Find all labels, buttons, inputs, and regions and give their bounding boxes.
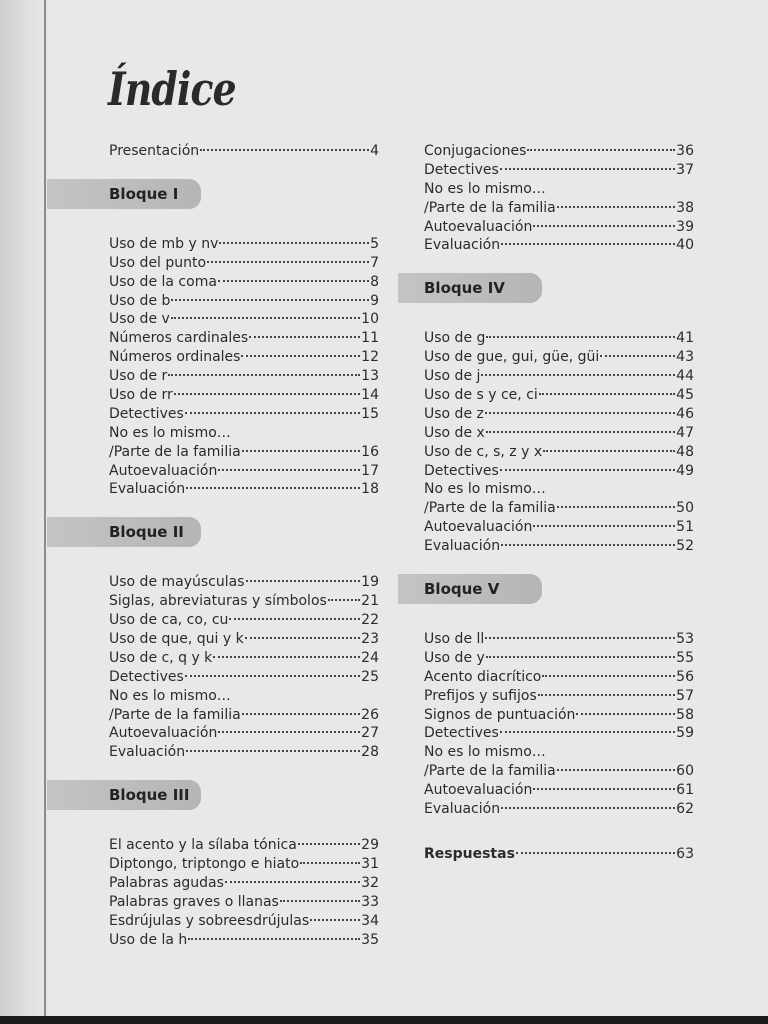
toc-entry	[109, 874, 379, 893]
toc-entry	[109, 443, 379, 462]
toc-entry	[424, 762, 694, 781]
toc-entry-title: Uso de la coma	[109, 273, 217, 290]
toc-entry-page: 23	[361, 631, 379, 648]
toc-entry-title: Números ordinales	[109, 349, 241, 366]
dot-leader	[527, 149, 675, 151]
toc-entry-page: 55	[676, 649, 694, 666]
toc-entry-title: No es lo mismo…	[424, 744, 546, 761]
toc-entry	[109, 592, 379, 611]
toc-entry-page: 21	[361, 593, 379, 610]
dot-leader	[500, 731, 675, 733]
dot-leader	[241, 355, 360, 357]
dot-leader	[185, 412, 360, 414]
toc-entry-page: 35	[361, 931, 379, 948]
toc-entry-title: Detectives	[109, 405, 184, 422]
toc-entry-page: 26	[361, 706, 379, 723]
toc-entry-title: /Parte de la familia	[109, 443, 241, 460]
toc-entry	[109, 329, 379, 348]
toc-entry	[424, 142, 694, 161]
toc-left-column	[109, 142, 379, 950]
toc-entry-title: Acento diacrítico	[424, 668, 542, 685]
block-heading-tab: Bloque I	[47, 179, 201, 209]
toc-entry-title: /Parte de la familia	[424, 763, 556, 780]
toc-entry-title: Presentación	[109, 143, 200, 159]
toc-entry-page: 14	[361, 387, 379, 404]
toc-entry-title: Uso de ca, co, cu	[109, 612, 229, 629]
toc-entry-page: 15	[361, 405, 379, 422]
toc-entry-title: No es lo mismo…	[109, 687, 231, 704]
spacer	[424, 255, 694, 273]
toc-entry-title: /Parte de la familia	[109, 706, 241, 723]
dot-leader	[481, 374, 675, 376]
toc-entry-title: Uso de s y ce, ci	[424, 387, 538, 404]
spacer	[109, 209, 379, 235]
page-gutter-shadow	[0, 0, 48, 1024]
spacer	[109, 810, 379, 836]
toc-entry-title: Uso de que, qui y k	[109, 631, 244, 648]
toc-entry-page: 40	[676, 237, 694, 254]
toc-entry-title: El acento y la sílaba tónica	[109, 837, 297, 854]
dot-leader	[501, 544, 675, 546]
toc-entry-title: No es lo mismo…	[424, 481, 546, 498]
toc-entry-page: 25	[361, 668, 379, 685]
toc-entry-title: Respuestas	[424, 845, 515, 862]
toc-entry-title: Uso de ll	[424, 631, 485, 648]
toc-entry-title: Uso de b	[109, 292, 171, 309]
toc-entry	[109, 724, 379, 743]
toc-entry	[424, 687, 694, 706]
dot-leader	[310, 919, 360, 921]
toc-entry-title: No es lo mismo…	[109, 424, 231, 441]
toc-entry-page: 27	[361, 725, 379, 742]
toc-entry-page: 36	[676, 143, 694, 159]
toc-entry-title: Detectives	[424, 725, 499, 742]
toc-entry-page: 32	[361, 875, 379, 892]
toc-entry-page: 44	[676, 368, 694, 385]
toc-entry-page: 39	[676, 218, 694, 235]
toc-entry	[424, 199, 694, 218]
toc-entry-page: 60	[676, 763, 694, 780]
dot-leader	[218, 469, 360, 471]
toc-entry-page: 29	[361, 837, 379, 854]
spacer	[424, 303, 694, 329]
dot-leader	[200, 149, 369, 151]
toc-entry-title: Autoevaluación	[109, 725, 218, 742]
dot-leader	[328, 599, 360, 601]
block-heading-tab: Bloque IV	[398, 273, 542, 303]
toc-entry-title: Uso de la h	[109, 931, 188, 948]
toc-entry	[424, 800, 694, 819]
dot-leader	[300, 862, 360, 864]
toc-entry-page: 10	[361, 311, 379, 328]
spacer	[109, 499, 379, 517]
toc-entry	[109, 386, 379, 405]
dot-leader	[171, 299, 369, 301]
dot-leader	[501, 243, 675, 245]
dot-leader	[486, 656, 675, 658]
dot-leader	[174, 393, 360, 395]
toc-entry-page: 34	[361, 912, 379, 929]
toc-entry-page: 28	[361, 744, 379, 761]
spacer	[109, 547, 379, 573]
dot-leader	[576, 713, 675, 715]
dot-leader	[245, 637, 360, 639]
page-edge	[44, 0, 46, 1024]
spacer	[424, 556, 694, 574]
dot-leader	[186, 487, 360, 489]
toc-entry	[424, 405, 694, 424]
toc-entry-page: 58	[676, 706, 694, 723]
dot-leader	[218, 280, 369, 282]
toc-entry	[109, 706, 379, 725]
toc-entry-title: Diptongo, triptongo e hiato	[109, 856, 300, 873]
toc-entry-title: Uso del punto	[109, 254, 207, 271]
spacer	[109, 161, 379, 179]
dot-leader	[171, 317, 360, 319]
toc-entry	[109, 424, 379, 443]
toc-entry-title: Uso de c, q y k	[109, 649, 213, 666]
toc-entry-title: Siglas, abreviaturas y símbolos	[109, 593, 327, 610]
toc-entry-page: 48	[676, 443, 694, 460]
toc-entry-page: 45	[676, 387, 694, 404]
toc-entry-page: 5	[370, 235, 379, 252]
dot-leader	[185, 675, 360, 677]
dot-leader	[213, 656, 360, 658]
toc-entry-title: Uso de rr	[109, 387, 173, 404]
toc-entry-page: 57	[676, 687, 694, 704]
toc-entry-title: Prefijos y sufijos	[424, 687, 537, 704]
dot-leader	[225, 881, 360, 883]
toc-entry	[109, 348, 379, 367]
dot-leader	[516, 852, 675, 854]
toc-entry-page: 53	[676, 631, 694, 648]
toc-entry	[109, 855, 379, 874]
toc-entry-title: Evaluación	[109, 481, 186, 498]
toc-entry	[109, 611, 379, 630]
dot-leader	[188, 938, 360, 940]
dot-leader	[229, 618, 360, 620]
toc-entry	[424, 348, 694, 367]
toc-entry-title: Evaluación	[424, 237, 501, 254]
dot-leader	[542, 675, 675, 677]
toc-entry	[109, 893, 379, 912]
toc-entry-page: 37	[676, 161, 694, 178]
toc-entry-title: Evaluación	[424, 801, 501, 818]
toc-entry-title: Uso de z	[424, 405, 484, 422]
toc-entry	[424, 649, 694, 668]
toc-entry	[424, 367, 694, 386]
toc-entry-page: 38	[676, 199, 694, 216]
toc-entry-title: /Parte de la familia	[424, 500, 556, 517]
toc-entry	[424, 480, 694, 499]
toc-entry	[424, 630, 694, 649]
toc-entry-page: 63	[676, 845, 694, 862]
toc-entry-page: 8	[370, 273, 379, 290]
toc-entry-title: Palabras graves o llanas	[109, 893, 279, 910]
toc-entry-page: 4	[370, 143, 379, 159]
toc-entry-page: 22	[361, 612, 379, 629]
toc-entry	[424, 724, 694, 743]
dot-leader	[533, 225, 675, 227]
toc-entry	[109, 310, 379, 329]
toc-entry-title: Evaluación	[109, 744, 186, 761]
spacer	[424, 819, 694, 845]
toc-entry-page: 59	[676, 725, 694, 742]
dot-leader	[600, 355, 675, 357]
toc-entry-title: Uso de x	[424, 424, 485, 441]
toc-entry	[424, 781, 694, 800]
toc-entry	[424, 161, 694, 180]
toc-entry	[109, 573, 379, 592]
toc-entry-page: 62	[676, 801, 694, 818]
toc-entry-title: Uso de v	[109, 311, 170, 328]
toc-entry	[424, 180, 694, 199]
dot-leader	[538, 694, 675, 696]
toc-entry	[424, 518, 694, 537]
toc-entry-page: 12	[361, 349, 379, 366]
toc-right-column	[424, 142, 694, 864]
toc-entry-title: No es lo mismo…	[424, 180, 546, 197]
toc-entry-title: Uso de c, s, z y x	[424, 443, 543, 460]
toc-entry-page: 31	[361, 856, 379, 873]
toc-entry-title: Signos de puntuación	[424, 706, 576, 723]
dot-leader	[500, 469, 675, 471]
toc-entry	[424, 743, 694, 762]
toc-entry	[109, 931, 379, 950]
toc-entry	[424, 424, 694, 443]
toc-entry	[109, 367, 379, 386]
dot-leader	[242, 713, 360, 715]
dot-leader	[186, 750, 360, 752]
toc-entry-title: Autoevaluación	[424, 218, 533, 235]
dot-leader	[485, 637, 675, 639]
toc-entry-title: Autoevaluación	[424, 519, 533, 536]
toc-entry	[424, 218, 694, 237]
dot-leader	[207, 261, 369, 263]
spacer	[109, 762, 379, 780]
scan-bottom-edge	[0, 1016, 768, 1024]
toc-entry-title: Detectives	[109, 668, 184, 685]
toc-entry	[424, 386, 694, 405]
toc-entry	[424, 537, 694, 556]
toc-entry-title: Uso de mayúsculas	[109, 574, 245, 591]
toc-entry-page: 51	[676, 519, 694, 536]
toc-entry	[424, 443, 694, 462]
dot-leader	[557, 506, 675, 508]
toc-entry-page: 19	[361, 574, 379, 591]
toc-entry-page: 18	[361, 481, 379, 498]
toc-entry	[424, 706, 694, 725]
dot-leader	[501, 807, 675, 809]
toc-entry-page: 11	[361, 330, 379, 347]
dot-leader	[298, 843, 360, 845]
dot-leader	[168, 374, 360, 376]
toc-entry-title: Autoevaluación	[424, 782, 533, 799]
dot-leader	[486, 336, 675, 338]
toc-entry	[109, 480, 379, 499]
toc-entry	[424, 845, 694, 864]
toc-entry-title: Palabras agudas	[109, 875, 224, 892]
toc-entry-title: Números cardinales	[109, 330, 249, 347]
toc-entry-page: 17	[361, 462, 379, 479]
toc-entry	[424, 329, 694, 348]
dot-leader	[485, 412, 675, 414]
spacer	[424, 604, 694, 630]
toc-entry-title: Uso de gue, gui, güe, güi	[424, 349, 600, 366]
dot-leader	[246, 580, 361, 582]
toc-entry-page: 46	[676, 405, 694, 422]
dot-leader	[533, 788, 675, 790]
toc-entry-page: 41	[676, 330, 694, 347]
dot-leader	[280, 900, 360, 902]
dot-leader	[242, 450, 360, 452]
toc-entry	[109, 630, 379, 649]
toc-entry	[109, 142, 379, 161]
toc-entry	[109, 743, 379, 762]
toc-entry-page: 52	[676, 538, 694, 555]
toc-entry	[109, 836, 379, 855]
toc-entry	[109, 405, 379, 424]
toc-entry	[109, 235, 379, 254]
toc-entry-title: Esdrújulas y sobreesdrújulas	[109, 912, 310, 929]
dot-leader	[500, 168, 675, 170]
dot-leader	[557, 769, 675, 771]
dot-leader	[533, 525, 675, 527]
toc-entry	[109, 668, 379, 687]
dot-leader	[539, 393, 675, 395]
block-heading-tab: Bloque V	[398, 574, 542, 604]
dot-leader	[543, 450, 675, 452]
toc-entry	[109, 254, 379, 273]
toc-entry	[424, 236, 694, 255]
toc-entry	[109, 292, 379, 311]
dot-leader	[486, 431, 675, 433]
toc-entry-title: Uso de j	[424, 368, 481, 385]
dot-leader	[249, 336, 360, 338]
toc-entry	[109, 649, 379, 668]
toc-entry-title: Uso de y	[424, 649, 485, 666]
toc-entry-page: 50	[676, 500, 694, 517]
toc-entry-title: Detectives	[424, 161, 499, 178]
toc-entry-page: 56	[676, 668, 694, 685]
toc-entry-page: 16	[361, 443, 379, 460]
page-title: Índice	[108, 62, 236, 116]
toc-entry-page: 49	[676, 462, 694, 479]
toc-entry-title: Detectives	[424, 462, 499, 479]
toc-entry-page: 9	[370, 292, 379, 309]
toc-entry-title: Autoevaluación	[109, 462, 218, 479]
dot-leader	[218, 731, 360, 733]
toc-entry-title: Uso de g	[424, 330, 486, 347]
toc-entry-page: 24	[361, 649, 379, 666]
toc-entry-page: 7	[370, 254, 379, 271]
toc-entry	[109, 912, 379, 931]
toc-entry-page: 43	[676, 349, 694, 366]
toc-entry	[424, 462, 694, 481]
toc-entry	[109, 687, 379, 706]
dot-leader	[557, 206, 675, 208]
dot-leader	[219, 242, 369, 244]
toc-entry	[109, 273, 379, 292]
toc-entry	[424, 499, 694, 518]
toc-entry-title: Conjugaciones	[424, 143, 527, 159]
toc-entry-title: Uso de r	[109, 368, 168, 385]
toc-entry	[109, 462, 379, 481]
toc-entry-title: Uso de mb y nv	[109, 235, 219, 252]
toc-entry-title: Evaluación	[424, 538, 501, 555]
toc-entry-page: 47	[676, 424, 694, 441]
toc-entry-page: 61	[676, 782, 694, 799]
toc-entry	[424, 668, 694, 687]
block-heading-tab: Bloque III	[47, 780, 201, 810]
toc-entry-title: /Parte de la familia	[424, 199, 556, 216]
block-heading-tab: Bloque II	[47, 517, 201, 547]
toc-entry-page: 13	[361, 368, 379, 385]
toc-entry-page: 33	[361, 893, 379, 910]
